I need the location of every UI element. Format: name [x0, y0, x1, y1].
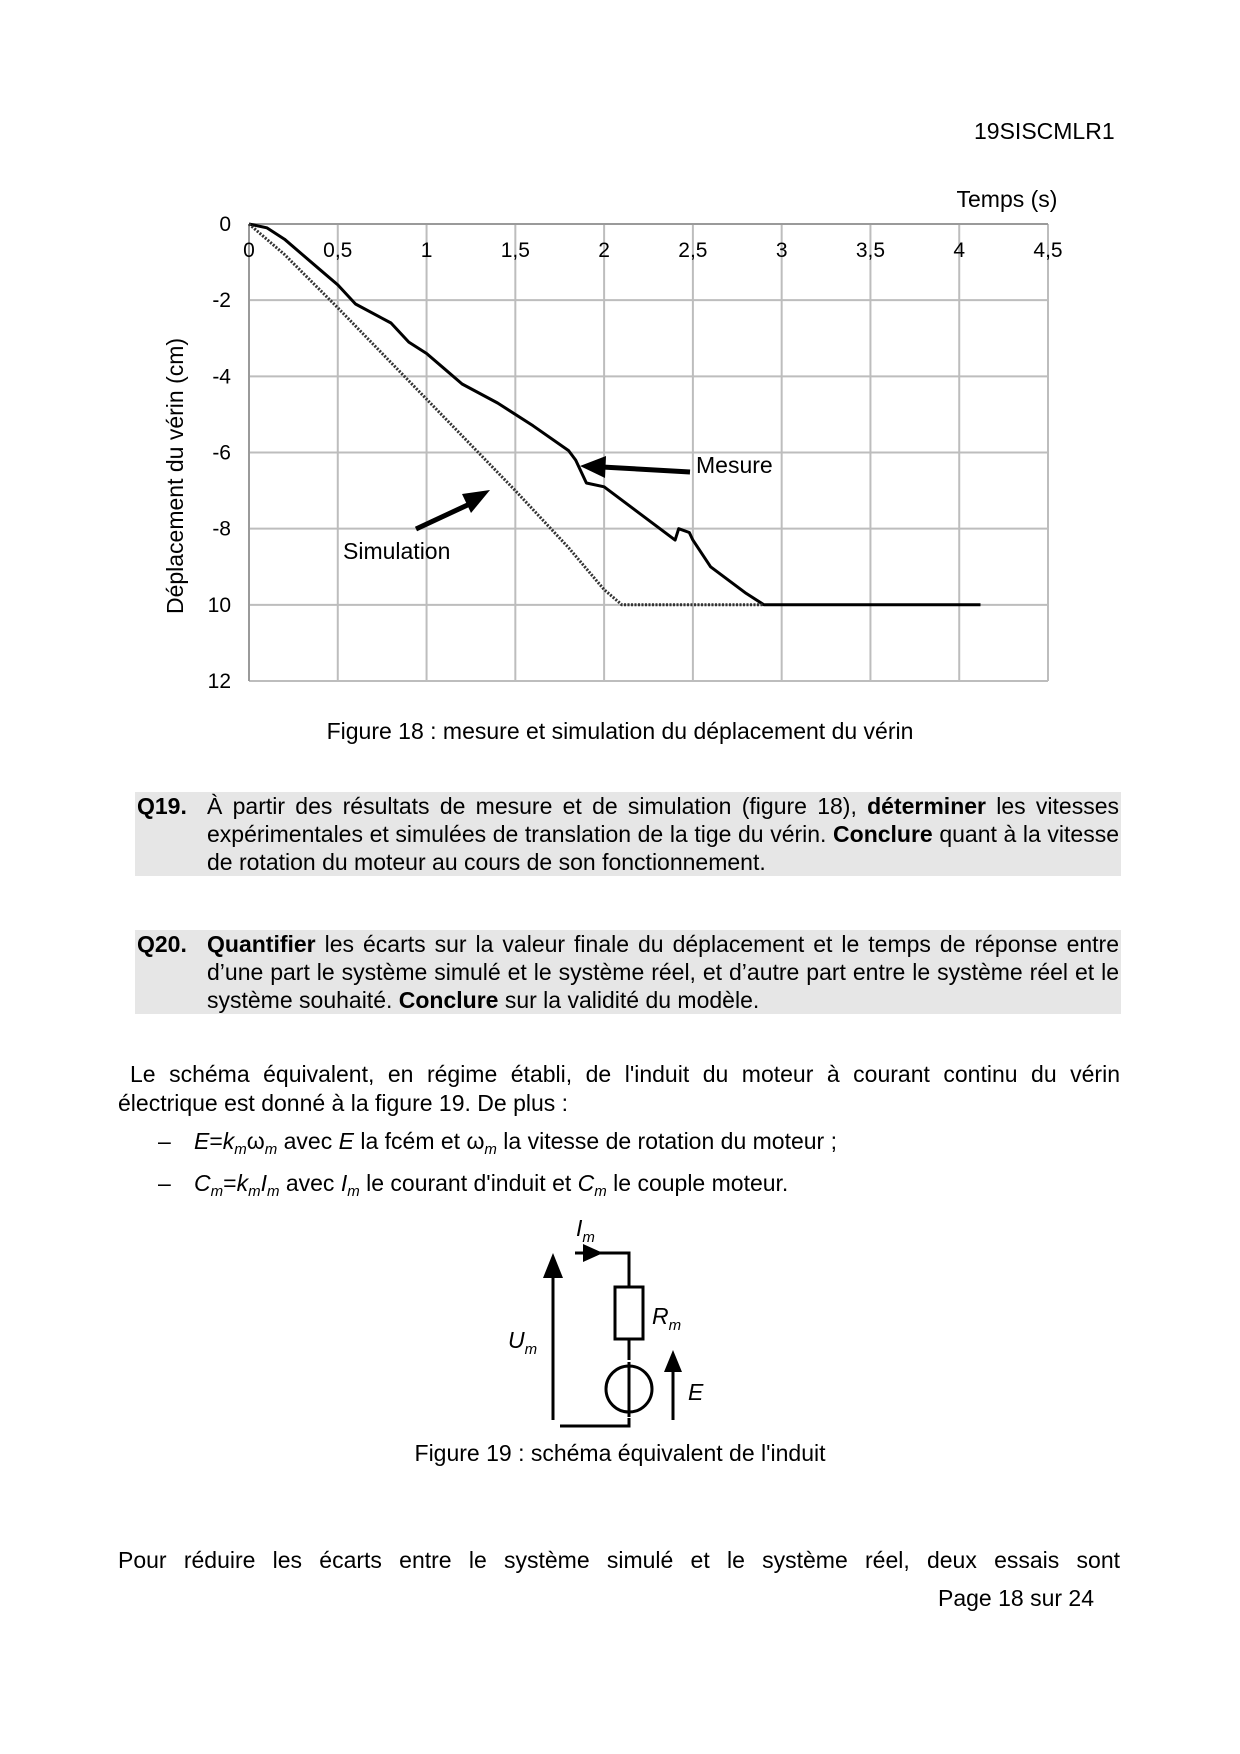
x-tick-label: 1: [420, 239, 433, 262]
page-number: Page 18 sur 24: [938, 1585, 1095, 1611]
intro-paragraph: Le schéma équivalent, en régime établi, de l'induit du moteur à courant continu du vérin électrique est donné à la figure 19. De plus :: [118, 1061, 1120, 1116]
y-tick-label: 0: [219, 213, 231, 236]
y-tick-label: -4: [212, 365, 231, 389]
emf-label: E: [688, 1379, 704, 1405]
x-tick-label: 4,5: [1033, 239, 1063, 262]
question-20-text: Quantifier les écarts sur la valeur finale du déplacement et le temps de réponse entre d’une part le système simulé et le système réel, et d’autre part entre le système réel et le système souhaité. Conclure sur la validité du modèle.: [207, 931, 1119, 1013]
closing-paragraph: Pour réduire les écarts entre le système simulé et le système réel, deux essais sont: [118, 1547, 1120, 1573]
document-code: 19SISCMLR1: [974, 118, 1115, 144]
current-arrowhead: [583, 1244, 603, 1262]
resistor-symbol: [615, 1287, 643, 1339]
y-tick-label: -2: [212, 289, 231, 313]
x-tick-label: 1,5: [500, 239, 530, 262]
x-tick-label: 2,5: [678, 239, 708, 262]
question-19-text: À partir des résultats de mesure et de simulation (figure 18), déterminer les vitesses expérimentales et simulées de translation de la tige du vérin. Conclure quant à la vitesse de rotation du moteur au cours de son fonctionnement.: [207, 793, 1120, 875]
x-axis-label: Temps (s): [956, 186, 1058, 212]
y-tick-label: -6: [212, 441, 231, 465]
figure-19-caption: Figure 19 : schéma équivalent de l'induit: [414, 1440, 826, 1466]
voltage-label: $U_m$: [508, 1327, 538, 1358]
voltage-arrowhead: [543, 1253, 563, 1278]
y-tick-label: 12: [207, 670, 231, 693]
x-tick-label: 3: [775, 239, 788, 262]
question-20-number: Q20.: [137, 931, 187, 957]
x-tick-label: 3,5: [855, 239, 886, 262]
y-tick-label: -8: [212, 517, 231, 541]
resistor-label: $R_m$: [652, 1303, 682, 1334]
bullet-emf-equation: – $E=k_m\omega_m$ avec E la fcém et $\omega_m$ la vitesse de rotation du moteur ;: [158, 1128, 837, 1158]
y-axis-label: Déplacement du vérin (cm): [162, 337, 188, 615]
annotation-simulation-label: Simulation: [343, 538, 451, 564]
bullet-torque-equation: – $C_m=k_mI_m$ avec $I_m$ le courant d'induit et $C_m$ le couple moteur.: [158, 1170, 789, 1200]
current-label: $I_m$: [576, 1215, 595, 1246]
x-tick-label: 2: [598, 239, 610, 262]
question-19-number: Q19.: [137, 793, 187, 819]
x-tick-label: 4: [953, 239, 966, 262]
x-tick-label: 0: [243, 239, 255, 262]
y-tick-label: 10: [207, 593, 231, 617]
annotation-mesure-label: Mesure: [696, 452, 773, 478]
x-tick-label: 0,5: [323, 239, 353, 262]
emf-arrowhead: [664, 1350, 682, 1372]
figure-18-caption: Figure 18 : mesure et simulation du déplacement du vérin: [326, 718, 914, 744]
